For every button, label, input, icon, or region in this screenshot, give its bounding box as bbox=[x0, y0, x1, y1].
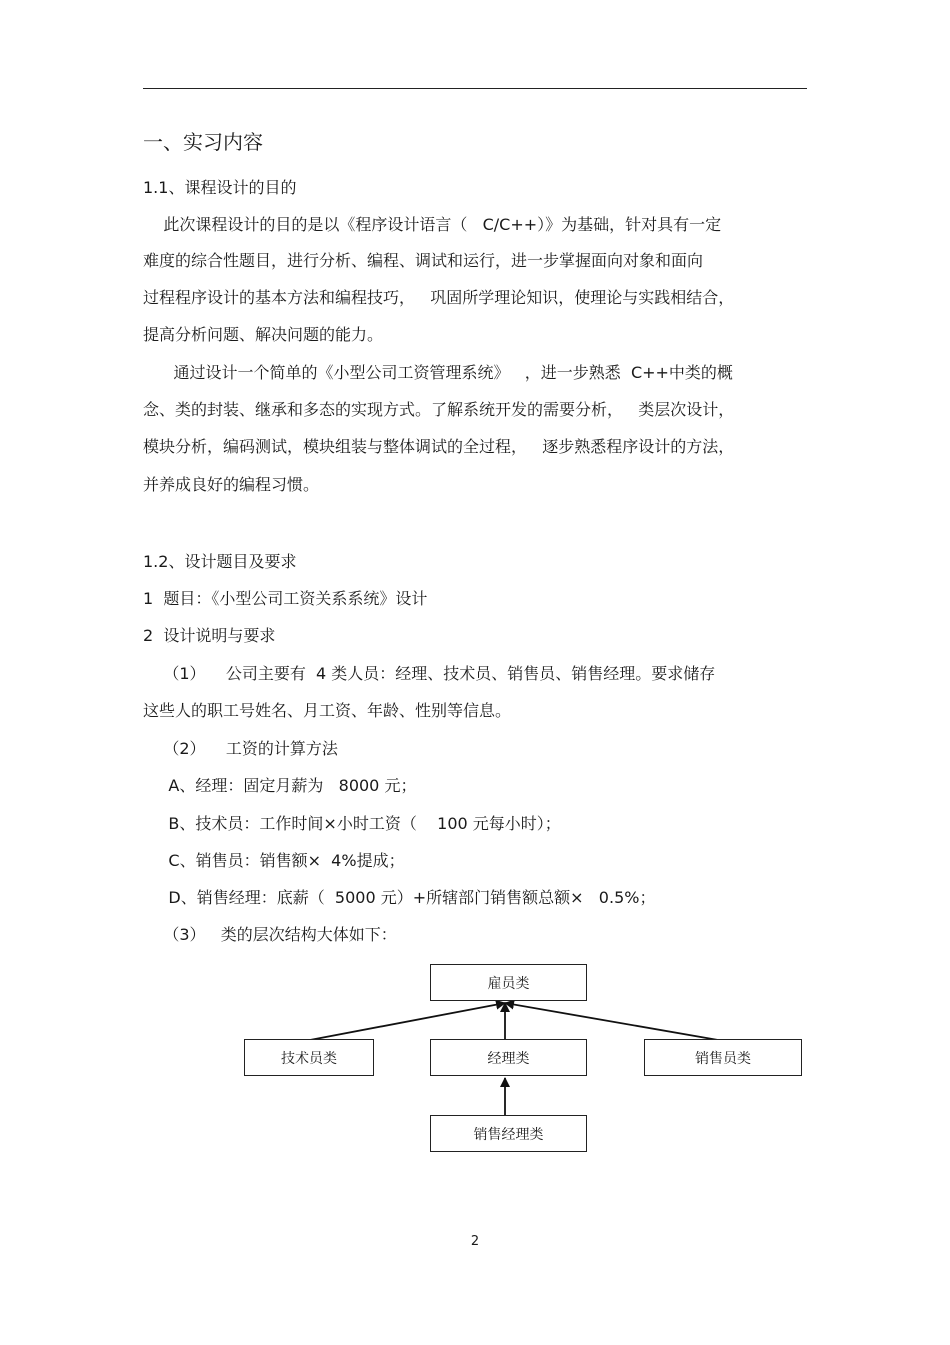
subsection-1-2-title: 1.2、设计题目及要求 bbox=[143, 552, 297, 571]
subsection-1-1-title: 1.1、课程设计的目的 bbox=[143, 178, 297, 197]
arrow-technician-to-employee bbox=[310, 1003, 505, 1040]
salary-rule-salesman: C、销售员：销售额× 4%提成； bbox=[143, 851, 405, 870]
paragraph-design-line-3: 模块分析，编码测试，模块组装与整体调试的全过程， 逐步熟悉程序设计的方法， bbox=[143, 437, 735, 456]
paragraph-design-line-2: 念、类的封装、继承和多态的实现方式。了解系统开发的需要分析， 类层次设计， bbox=[143, 400, 735, 419]
salary-rule-manager: A、经理：固定月薪为 8000 元； bbox=[143, 776, 417, 795]
salary-rule-technician: B、技术员：工作时间×小时工资（ 100 元每小时）； bbox=[143, 814, 561, 833]
class-box-sales-manager: 销售经理类 bbox=[430, 1115, 587, 1152]
paragraph-purpose-line-2: 难度的综合性题目，进行分析、编程、调试和运行，进一步掌握面向对象和面向 bbox=[143, 251, 704, 270]
class-box-salesman: 销售员类 bbox=[644, 1039, 802, 1076]
paragraph-design-line-4: 并养成良好的编程习惯。 bbox=[143, 475, 320, 494]
list-item-topic: 1 题目：《小型公司工资关系系统》设计 bbox=[143, 589, 428, 608]
requirement-2: （2） 工资的计算方法 bbox=[143, 739, 338, 758]
paragraph-purpose-line-1: 此次课程设计的目的是以《程序设计语言（ C/C++）》为基础，针对具有一定 bbox=[143, 215, 722, 234]
requirement-3: （3） 类的层次结构大体如下： bbox=[143, 925, 397, 944]
arrow-salesman-to-employee bbox=[505, 1003, 718, 1040]
section-title: 一、实习内容 bbox=[143, 130, 263, 154]
salary-rule-sales-manager: D、销售经理：底薪（ 5000 元）+所辖部门销售额总额× 0.5%； bbox=[143, 888, 656, 907]
class-box-technician: 技术员类 bbox=[244, 1039, 374, 1076]
class-box-employee: 雇员类 bbox=[430, 964, 587, 1001]
requirement-1-line-1: （1） 公司主要有 4 类人员：经理、技术员、销售员、销售经理。要求储存 bbox=[143, 664, 716, 683]
page-number: 2 bbox=[470, 1234, 480, 1249]
paragraph-purpose-line-3: 过程程序设计的基本方法和编程技巧， 巩固所学理论知识，使理论与实践相结合， bbox=[143, 288, 735, 307]
requirement-1-line-2: 这些人的职工号姓名、月工资、年龄、性别等信息。 bbox=[143, 701, 512, 720]
paragraph-purpose-line-4: 提高分析问题、解决问题的能力。 bbox=[143, 325, 384, 344]
paragraph-design-line-1: 通过设计一个简单的《小型公司工资管理系统》 ，进一步熟悉 C++中类的概 bbox=[143, 363, 733, 382]
list-item-requirements: 2 设计说明与要求 bbox=[143, 626, 276, 645]
class-box-manager: 经理类 bbox=[430, 1039, 587, 1076]
